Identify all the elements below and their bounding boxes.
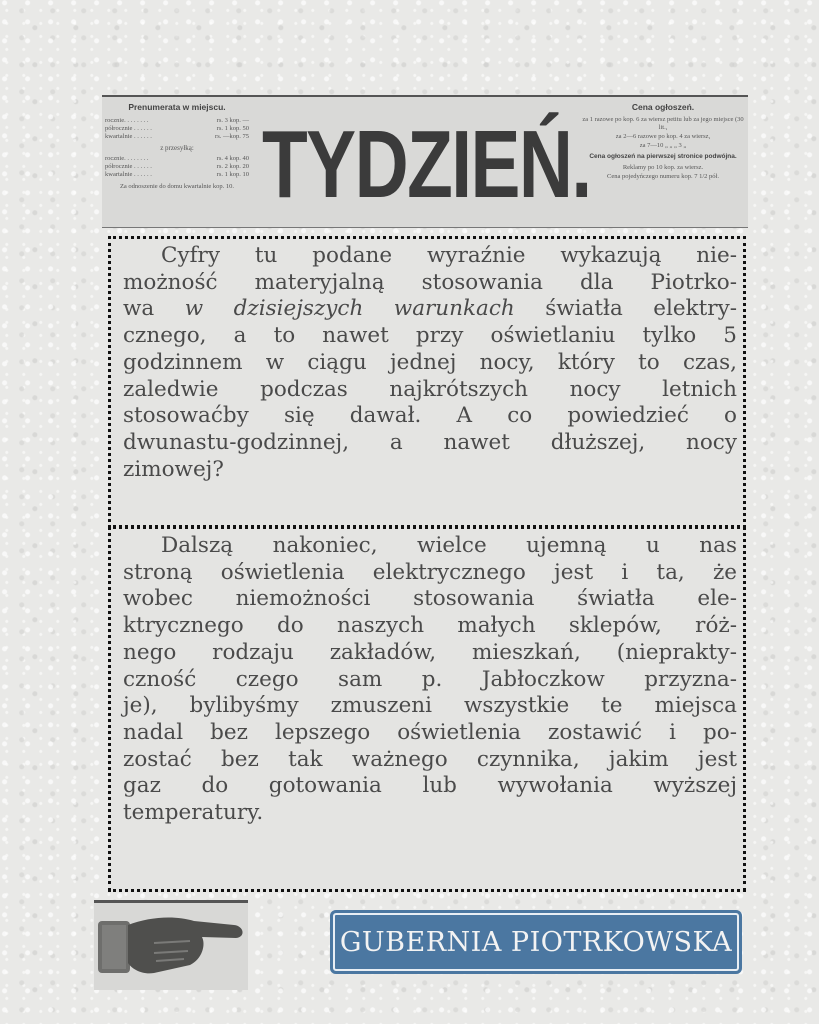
- text-line: Cyfry tu podane wyraźnie wykazują nie-: [161, 243, 737, 268]
- text-line: zostać bez tak ważnego czynnika, jakim jest: [123, 746, 737, 772]
- price-row: półrocznie . . . . . . rs. 2 kop. 20: [105, 163, 249, 170]
- reklamy-note: Reklamy po 10 kop. za wiersz.: [622, 164, 704, 171]
- text-line: wobec niemożności stosowania światła ele-: [123, 586, 737, 612]
- text-line: temperatury.: [123, 800, 264, 826]
- pointing-hand-icon: [94, 903, 248, 987]
- subscription-heading: Prenumerata w miejscu.: [128, 102, 226, 112]
- text-line: wa w dzisiejszych warunkach światła elektry-: [123, 296, 737, 322]
- price-row: kwartalnie . . . . . . rs. 1 kop. 10: [105, 171, 249, 178]
- advertising-prices: [582, 103, 744, 182]
- text-line: nadal bez lepszego oświetlenia zostawić i po-: [123, 719, 737, 745]
- price-row: rocznie. . . . . . . . rs. 3 kop. —: [105, 117, 249, 124]
- text-line: stroną oświetlenia elektrycznego jest i ta, że: [123, 559, 737, 585]
- text-line: możność materyjalną stosowania dla Piotrko-: [123, 269, 737, 295]
- text-line: dwunastu-godzinnej, a nawet dłuższej, nocy: [123, 429, 737, 455]
- text-line: stosowaćby się dawał. A co powiedzieć o: [123, 403, 737, 429]
- shipping-heading: z przesyłką:: [160, 144, 194, 152]
- text-line: nego rodzaju zakładów, mieszkań, (niepraktу-: [123, 639, 737, 665]
- text-line: ktrycznego do naszych małych sklepów, róż-: [123, 613, 737, 639]
- text-line: gaz do gotowania lub wywołania wyższej: [123, 773, 737, 799]
- text-line: czność czego sam p. Jabłoczkow przyzna-: [123, 666, 737, 692]
- gubernia-piotrkowska-badge: [330, 910, 742, 974]
- text-line: je), bylibyśmy zmuszeni wszystkie te miejsca: [123, 693, 737, 719]
- italic-phrase: w dzisiejszych warunkach: [184, 296, 515, 322]
- text-line: zaledwie podczas najkrótszych nocy letnich: [123, 376, 737, 402]
- badge-label: GUBERNIA PIOTRKOWSKA: [339, 926, 733, 958]
- text-line: zimowej?: [123, 456, 224, 482]
- price-row: półrocznie . . . . . . rs. 1 kop. 50: [105, 125, 249, 132]
- text-line: cznego, a to nawet przy oświetlaniu tylko 5: [123, 323, 737, 349]
- ads-heading: Cena ogłoszeń.: [631, 102, 695, 112]
- text-line: godzinnem w ciągu jednej nocy, który to czas,: [123, 349, 737, 375]
- article-paragraph-1: [108, 236, 746, 528]
- single-issue-price: Cena pojedyńczego numeru kop. 7 1/2 pół.: [607, 173, 719, 180]
- subscription-prices: [102, 103, 252, 191]
- ads-line: za 2—6 razowe po kop. 4 za wiersz,: [615, 133, 711, 140]
- text-line: Dalszą nakoniec, wielce ujemną u nas: [161, 533, 737, 558]
- pointing-hand-illustration: [94, 900, 248, 990]
- delivery-note: Za odnoszenie do domu kwartalnie kop. 10.: [119, 183, 235, 190]
- front-page-note: Cena ogłoszeń na pierwszej stronice podwójna.: [589, 153, 737, 160]
- newspaper-masthead: [102, 95, 748, 228]
- ads-line: za 7—10 „ „ „ 3 „: [639, 142, 687, 149]
- price-row: rocznie. . . . . . . . rs. 4 kop. 40: [105, 155, 249, 162]
- ads-line: za 1 razowe po kop. 6 za wiersz petitu lub za jego miejsce (30 lit.,: [582, 116, 744, 131]
- article-paragraph-2: [108, 526, 746, 892]
- price-row: kwartalnie . . . . . . rs. —kop. 75: [105, 133, 249, 140]
- newspaper-title: TYDZIEŃ.: [262, 111, 591, 218]
